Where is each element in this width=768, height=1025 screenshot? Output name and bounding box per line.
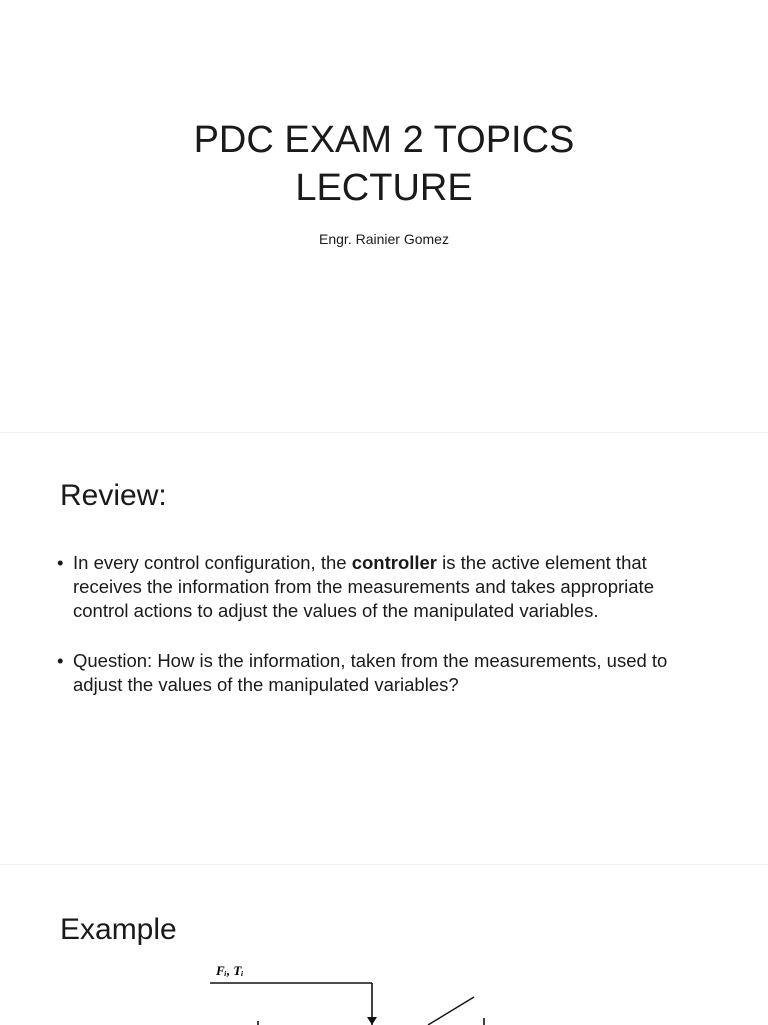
title-slide xyxy=(0,0,768,432)
bullet-1-text-start: In every control configuration, the xyxy=(73,552,352,573)
slide-title xyxy=(0,116,768,212)
example-heading: Example xyxy=(60,913,177,946)
slide-title-line-1: PDC EXAM 2 TOPICS xyxy=(193,119,575,161)
process-diagram xyxy=(0,865,768,1025)
level-indicator-line xyxy=(428,997,474,1025)
slide-subtitle: Engr. Rainier Gomez xyxy=(319,231,449,247)
diagram-inlet-label: Fᵢ, Tᵢ xyxy=(216,963,244,978)
bullet-1-bold-term: controller xyxy=(351,552,438,573)
bullet-1-text-end: is the active element that receives the information from the measurements and takes appropriate control actions to adjust the values of the manipulated variables. xyxy=(73,552,654,621)
slide-title-line-2: LECTURE xyxy=(295,167,473,209)
review-bullet-1 xyxy=(56,551,706,623)
review-bullet-2: • Question: How is the information, taken from the measurements, used to adjust the values of the manipulated variables? xyxy=(56,649,706,697)
review-heading: Review: xyxy=(60,479,167,512)
review-bullet-list xyxy=(56,551,706,723)
review-slide xyxy=(0,432,768,865)
example-slide xyxy=(0,864,768,1025)
